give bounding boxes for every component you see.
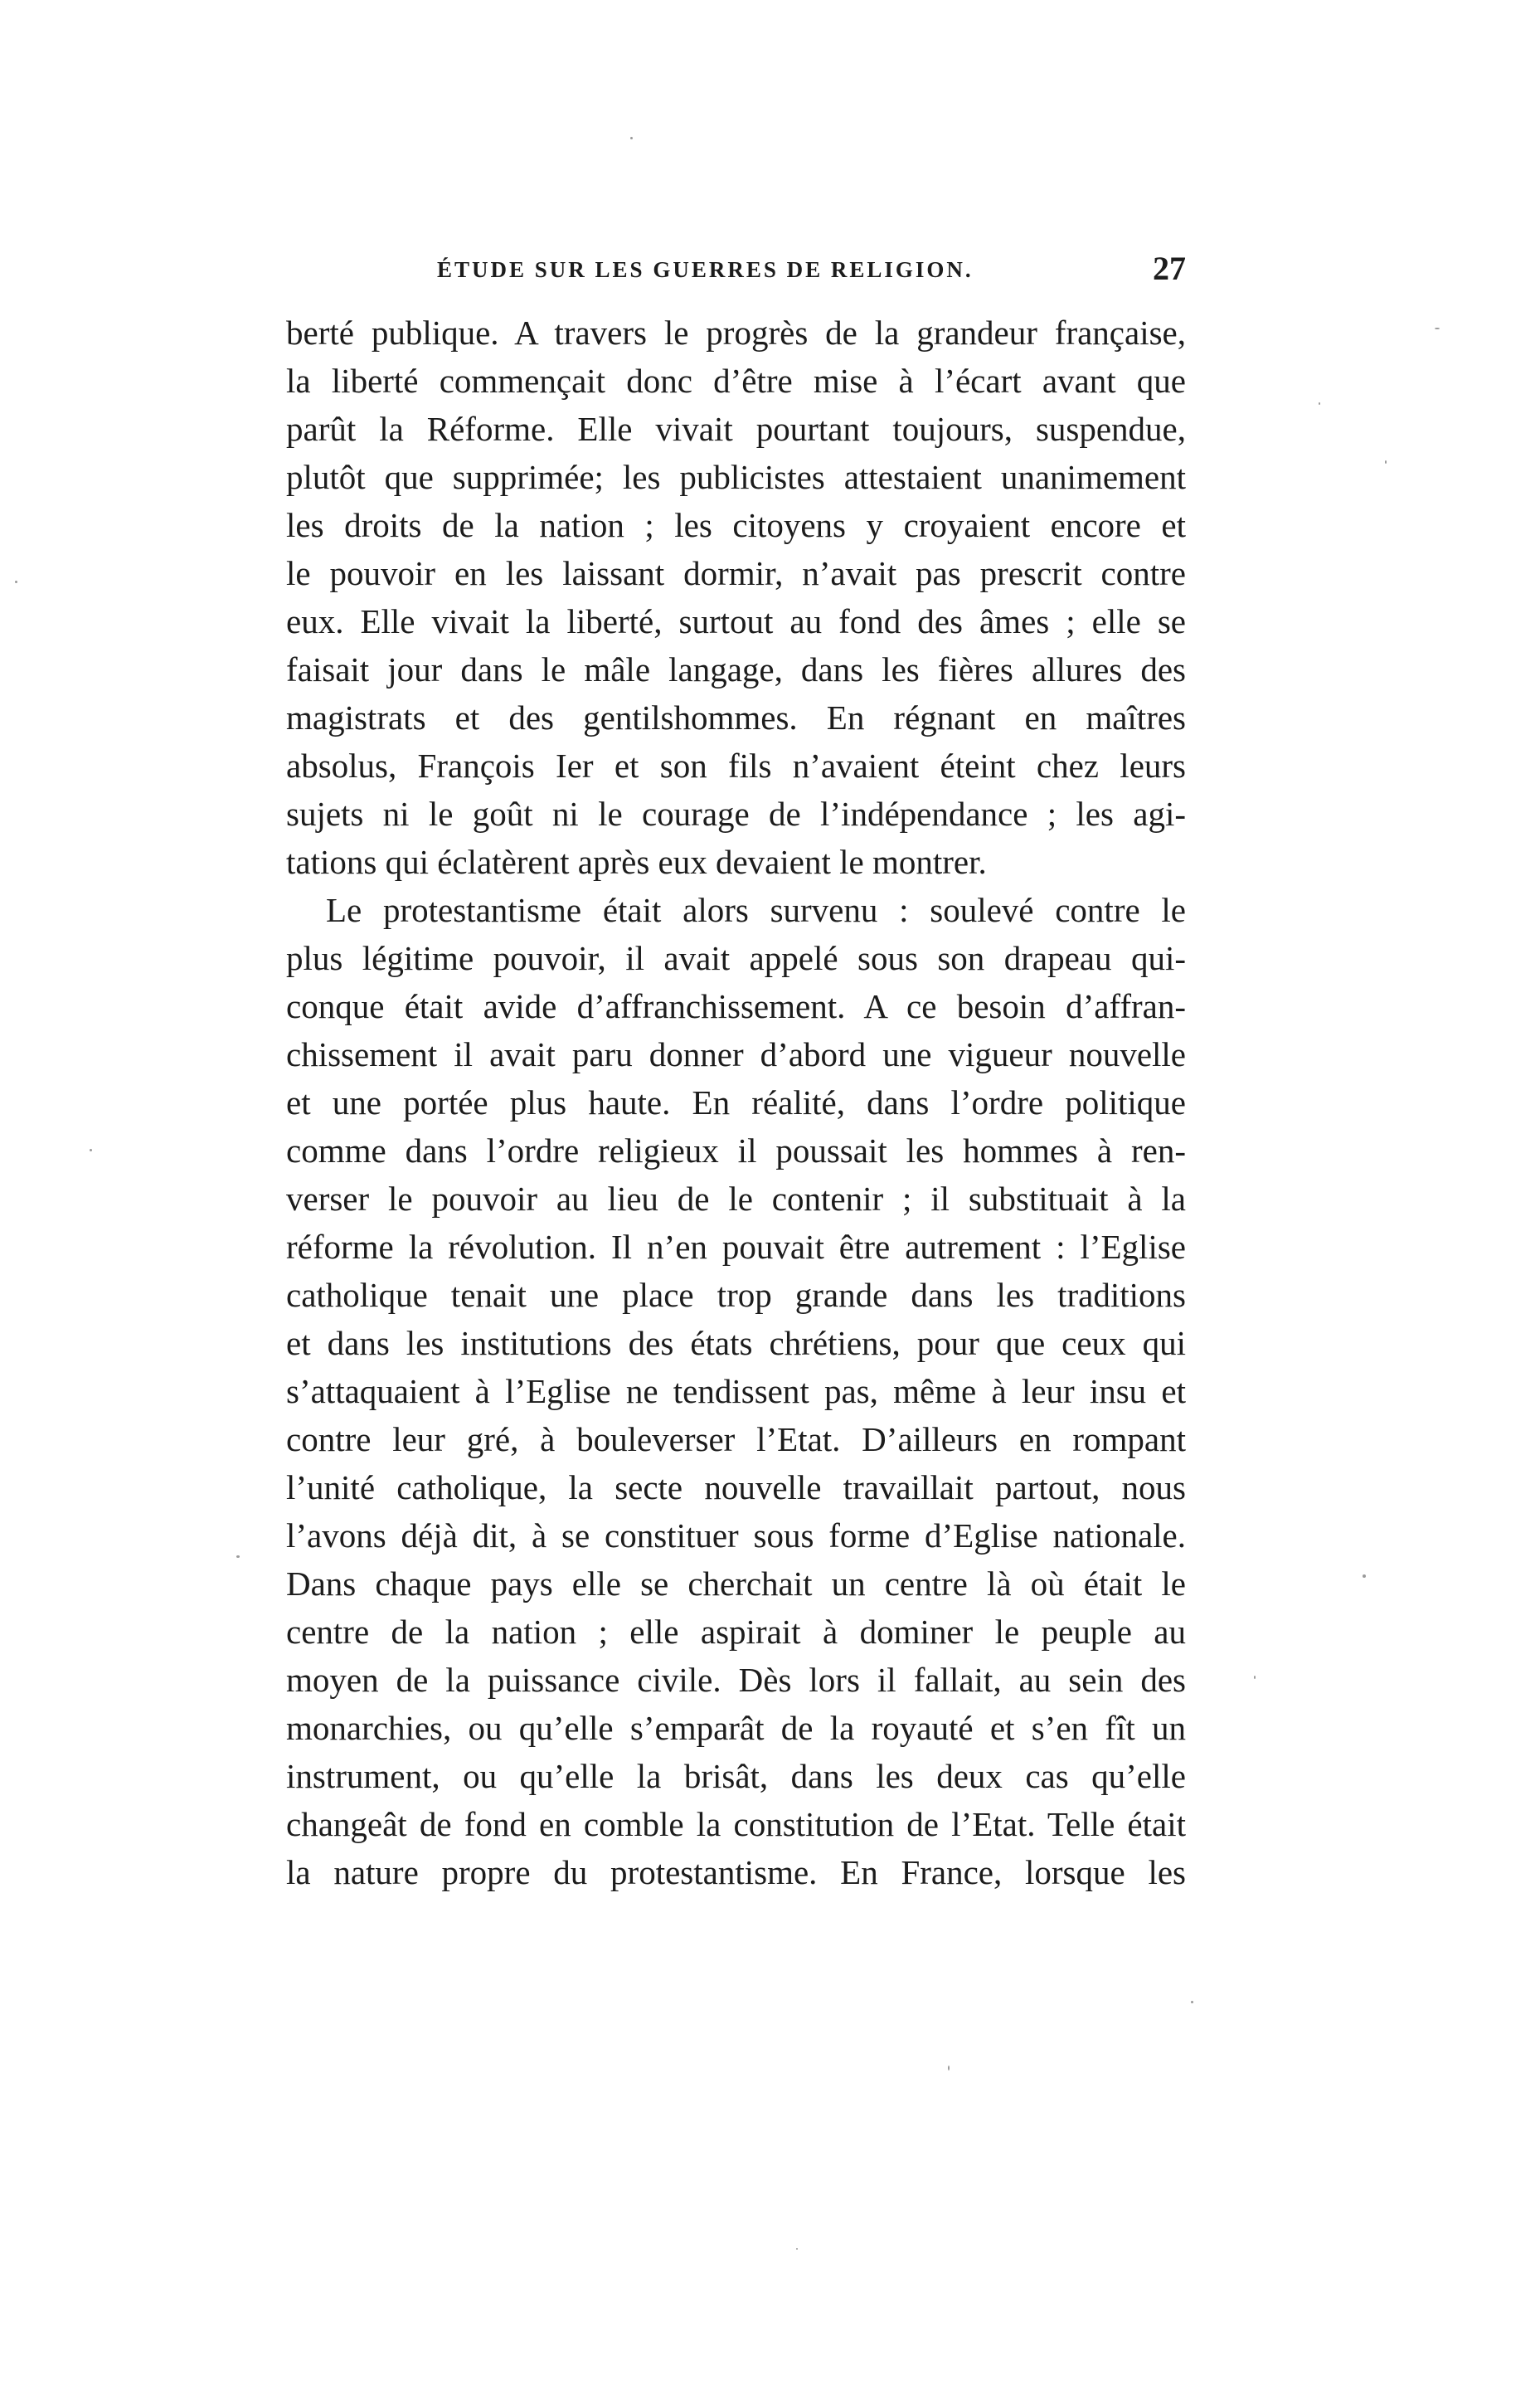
scan-speck	[630, 137, 633, 139]
text-line: moyen de la puissance civile. Dès lors il fallait, au sein des	[286, 1661, 1186, 1699]
text-line: réforme la révolution. Il n’en pouvait être autrement : l’Eglise	[286, 1228, 1186, 1266]
text-line: Dans chaque pays elle se cherchait un centre là où était le	[286, 1564, 1186, 1603]
scan-speck	[1435, 328, 1440, 329]
text-line: faisait jour dans le mâle langage, dans les fières allures des	[286, 650, 1186, 689]
text-line: eux. Elle vivait la liberté, surtout au fond des âmes ; elle se	[286, 602, 1186, 640]
text-line: tations qui éclatèrent après eux devaient le montrer.	[286, 843, 987, 881]
text-line: instrument, ou qu’elle la brisât, dans les deux cas qu’elle	[286, 1757, 1186, 1795]
scan-speck	[1191, 2001, 1193, 2003]
text-line: la liberté commençait donc d’être mise à l’écart avant que	[286, 362, 1186, 400]
text-line: sujets ni le goût ni le courage de l’indépendance ; les agi-	[286, 795, 1186, 833]
text-line: catholique tenait une place trop grande dans les traditions	[286, 1276, 1186, 1314]
scan-speck	[1385, 460, 1387, 464]
text-line: absolus, François Ier et son fils n’avaient éteint chez leurs	[286, 747, 1186, 785]
text-line: Le protestantisme était alors survenu : soulevé contre le	[326, 891, 1186, 929]
text-line: l’avons déjà dit, à se constituer sous forme d’Eglise nationale.	[286, 1516, 1186, 1555]
text-line: berté publique. A travers le progrès de la grandeur française,	[286, 314, 1186, 352]
scan-speck	[948, 2066, 950, 2071]
text-line: plus légitime pouvoir, il avait appelé sous son drapeau qui-	[286, 939, 1186, 977]
text-line: contre leur gré, à bouleverser l’Etat. D’ailleurs en rompant	[286, 1420, 1186, 1458]
text-line: changeât de fond en comble la constitution de l’Etat. Telle était	[286, 1805, 1186, 1843]
text-line: chissement il avait paru donner d’abord une vigueur nouvelle	[286, 1035, 1186, 1073]
scan-speck	[1254, 1676, 1256, 1679]
scan-speck	[796, 2248, 798, 2250]
text-line: comme dans l’ordre religieux il poussait les hommes à ren-	[286, 1131, 1186, 1170]
text-line: monarchies, ou qu’elle s’emparât de la royauté et s’en fît un	[286, 1709, 1186, 1747]
scan-speck	[15, 581, 17, 583]
text-line: s’attaquaient à l’Eglise ne tendissent pas, même à leur insu et	[286, 1372, 1186, 1410]
text-line: les droits de la nation ; les citoyens y croyaient encore et	[286, 506, 1186, 544]
text-line: et dans les institutions des états chrétiens, pour que ceux qui	[286, 1324, 1186, 1362]
scan-speck	[1363, 1574, 1366, 1578]
scan-speck	[90, 1149, 92, 1151]
running-title: ÉTUDE SUR LES GUERRES DE RELIGION.	[437, 257, 974, 282]
scan-speck	[236, 1555, 240, 1558]
page-number: 27	[1153, 250, 1186, 287]
running-head	[286, 249, 1186, 299]
text-line: l’unité catholique, la secte nouvelle travaillait partout, nous	[286, 1468, 1186, 1506]
text-line: et une portée plus haute. En réalité, dans l’ordre politique	[286, 1083, 1186, 1122]
text-line: le pouvoir en les laissant dormir, n’avait pas prescrit contre	[286, 554, 1186, 592]
text-line: conque était avide d’affranchissement. A ce besoin d’affran-	[286, 987, 1186, 1025]
text-line: plutôt que supprimée; les publicistes attestaient unanimement	[286, 458, 1186, 496]
text-line: verser le pouvoir au lieu de le contenir ; il substituait à la	[286, 1180, 1186, 1218]
text-line: magistrats et des gentilshommes. En régnant en maîtres	[286, 698, 1186, 737]
text-line: la nature propre du protestantisme. En France, lorsque les	[286, 1853, 1186, 1891]
scan-speck	[1319, 402, 1320, 405]
text-line: centre de la nation ; elle aspirait à dominer le peuple au	[286, 1613, 1186, 1651]
body-text	[286, 309, 1186, 1896]
text-line: parût la Réforme. Elle vivait pourtant toujours, suspendue,	[286, 410, 1186, 448]
